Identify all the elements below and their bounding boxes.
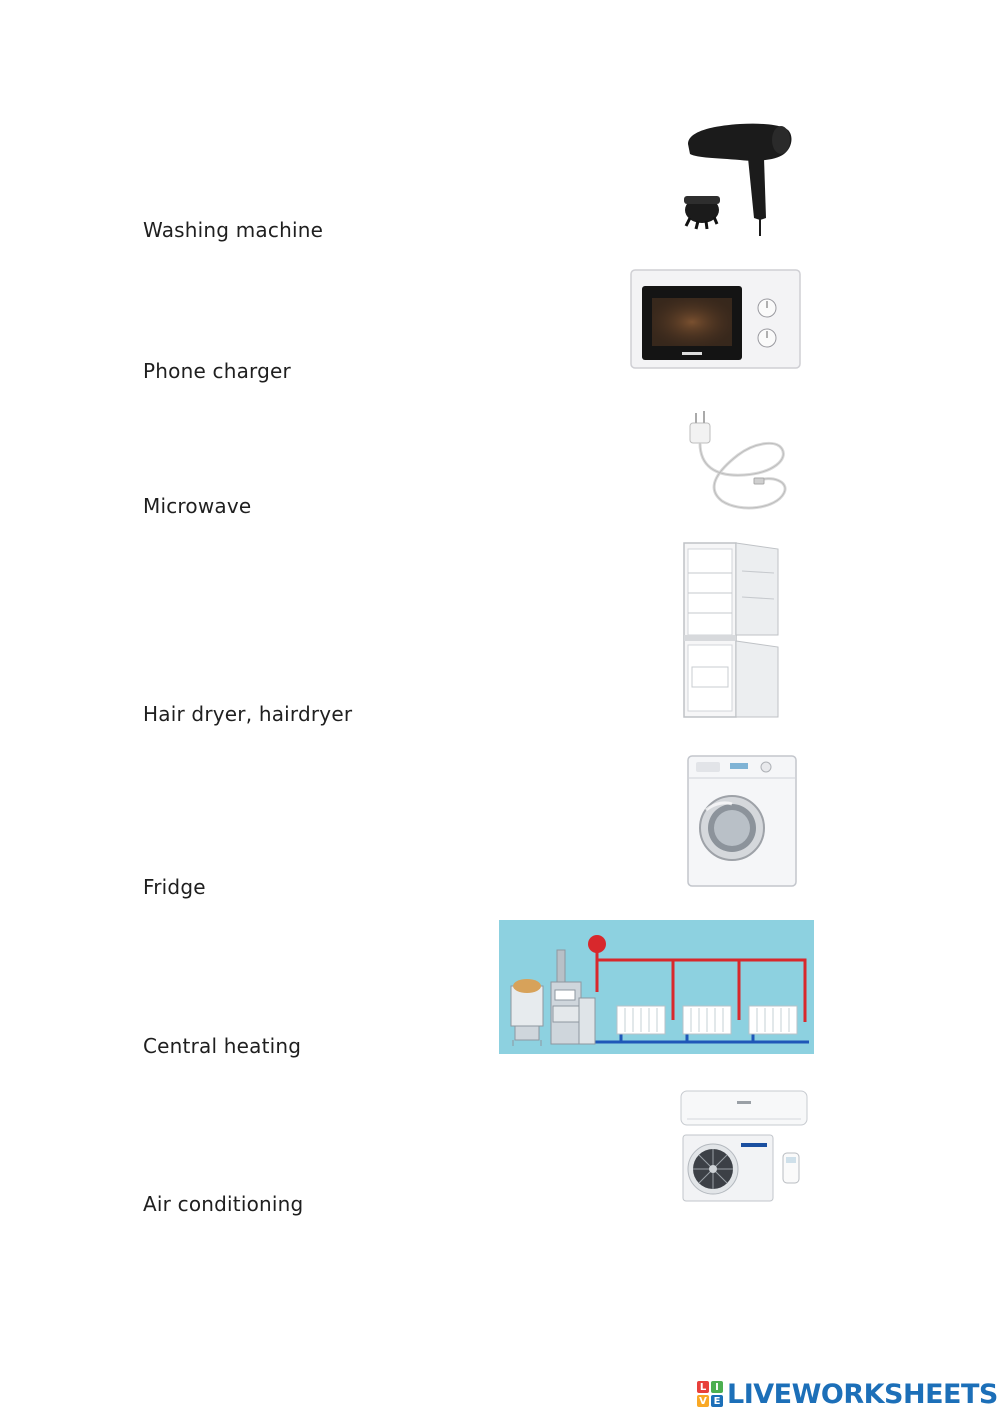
washing-machine-image	[686, 754, 800, 888]
air-conditioning-image	[679, 1089, 809, 1205]
hair-dryer-image	[680, 118, 795, 238]
label-central-heating: Central heating	[143, 1034, 302, 1058]
logo-letter: L	[697, 1381, 709, 1393]
logo-letter-grid	[697, 1381, 723, 1407]
logo-letter: E	[711, 1395, 723, 1407]
logo-letter: V	[697, 1395, 709, 1407]
fridge-image	[682, 541, 780, 721]
label-washing-machine: Washing machine	[143, 218, 324, 242]
label-air-conditioning: Air conditioning	[143, 1192, 304, 1216]
logo-letter: I	[711, 1381, 723, 1393]
logo-text: LIVEWORKSHEETS	[727, 1378, 998, 1410]
central-heating-image	[499, 920, 814, 1054]
label-hair-dryer: Hair dryer, hairdryer	[143, 702, 353, 726]
label-microwave: Microwave	[143, 494, 252, 518]
label-fridge: Fridge	[143, 875, 206, 899]
label-phone-charger: Phone charger	[143, 359, 291, 383]
phone-charger-image	[684, 405, 796, 515]
liveworksheets-logo	[697, 1377, 998, 1411]
microwave-image	[630, 268, 802, 370]
